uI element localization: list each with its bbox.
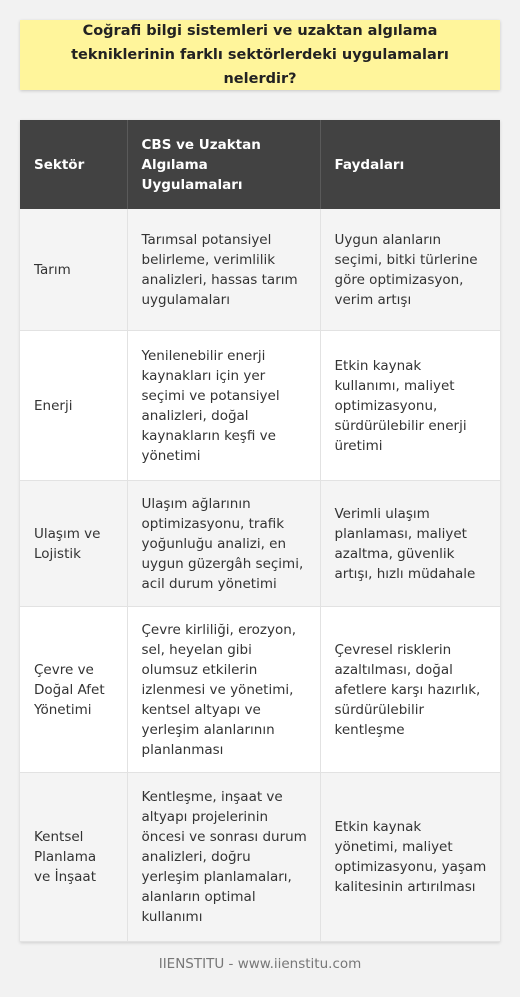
benefits-cell: Etkin kaynak kullanımı, maliyet optimizasyonu, sürdürülebilir enerji üretimi [320, 331, 500, 481]
header-applications: CBS ve Uzaktan Algılama Uygulamaları [127, 120, 320, 209]
question-text: Coğrafi bilgi sistemleri ve uzaktan algılama tekniklerinin farklı sektörlerdeki uygulamaları nelerdir? [71, 23, 449, 87]
table-row [20, 209, 500, 331]
header-benefits: Faydaları [320, 120, 500, 209]
sector-cell: Enerji [20, 331, 127, 481]
sector-cell: Kentsel Planlama ve İnşaat [20, 773, 127, 942]
table-header-row [20, 120, 500, 209]
sector-cell: Tarım [20, 209, 127, 331]
applications-cell: Kentleşme, inşaat ve altyapı projelerinin öncesi ve sonrası durum analizleri, doğru yerleşim planlamaları, alanların optimal kullanımı [127, 773, 320, 942]
applications-cell: Yenilenebilir enerji kaynakları için yer seçimi ve potansiyel analizleri, doğal kaynakların keşfi ve yönetimi [127, 331, 320, 481]
benefits-cell: Verimli ulaşım planlaması, maliyet azaltma, güvenlik artışı, hızlı müdahale [320, 481, 500, 607]
applications-table [20, 120, 500, 942]
benefits-cell: Çevresel risklerin azaltılması, doğal afetlere karşı hazırlık, sürdürülebilir kentleşme [320, 607, 500, 773]
sector-cell: Ulaşım ve Lojistik [20, 481, 127, 607]
benefits-cell: Etkin kaynak yönetimi, maliyet optimizasyonu, yaşam kalitesinin artırılması [320, 773, 500, 942]
table-row [20, 331, 500, 481]
benefits-cell: Uygun alanların seçimi, bitki türlerine göre optimizasyon, verim artışı [320, 209, 500, 331]
footer-credit: IIENSTITU - www.iienstitu.com [158, 956, 362, 972]
table-row [20, 481, 500, 607]
sector-cell: Çevre ve Doğal Afet Yönetimi [20, 607, 127, 773]
applications-cell: Ulaşım ağlarının optimizasyonu, trafik yoğunluğu analizi, en uygun güzergâh seçimi, acil durum yönetimi [127, 481, 320, 607]
question-box [20, 20, 500, 90]
applications-cell: Çevre kirliliği, erozyon, sel, heyelan gibi olumsuz etkilerin izlenmesi ve yönetimi, kentsel altyapı ve yerleşim alanlarının planlanması [127, 607, 320, 773]
header-sector: Sektör [20, 120, 127, 209]
table-row [20, 773, 500, 942]
applications-cell: Tarımsal potansiyel belirleme, verimlilik analizleri, hassas tarım uygulamaları [127, 209, 320, 331]
table-row [20, 607, 500, 773]
